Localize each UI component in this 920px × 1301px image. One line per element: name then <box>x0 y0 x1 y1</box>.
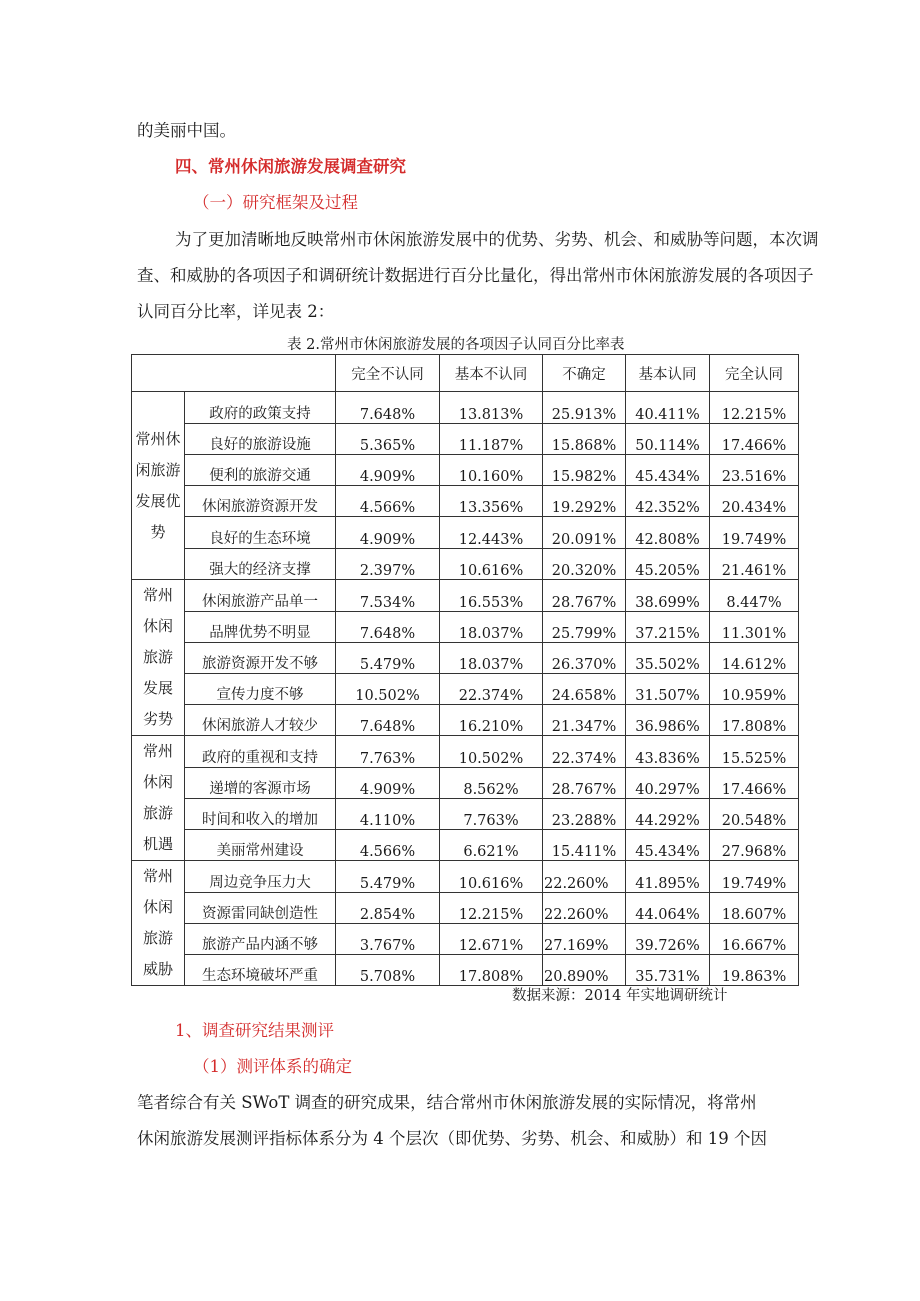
value-cell: 7.534% <box>336 580 440 612</box>
table-header-row <box>132 355 799 392</box>
value-cell: 22.260% <box>543 861 626 893</box>
value-cell: 27.968% <box>710 830 799 861</box>
value-cell: 20.890% <box>543 955 626 986</box>
group-label-line: 常州 <box>142 867 173 885</box>
table-row <box>132 455 799 486</box>
value-cell: 22.374% <box>440 674 543 705</box>
value-cell: 27.169% <box>543 924 626 955</box>
value-cell: 4.566% <box>336 830 440 861</box>
value-cell: 4.909% <box>336 768 440 799</box>
source-note: 数据来源：2014 年实地调研统计 <box>512 988 728 1004</box>
value-cell: 10.616% <box>440 549 543 580</box>
value-cell: 42.808% <box>626 517 710 549</box>
paragraph-line: 休闲旅游发展测评指标体系分为 4 个层次（即优势、劣势、机会、和威胁）和 19 个因 <box>137 1129 767 1148</box>
table-row <box>132 643 799 674</box>
value-cell: 17.466% <box>710 768 799 799</box>
subsection-heading: （一）研究框架及过程 <box>193 193 358 212</box>
group-label <box>132 392 185 580</box>
group-label-line: 机遇 <box>142 835 173 853</box>
group-label <box>132 861 185 986</box>
value-cell: 40.297% <box>626 768 710 799</box>
group-label <box>132 580 185 736</box>
value-cell: 5.708% <box>336 955 440 986</box>
value-cell: 13.813% <box>440 392 543 424</box>
value-cell: 26.370% <box>543 643 626 674</box>
value-cell: 12.215% <box>440 893 543 924</box>
group-label-line: 常州 <box>142 586 173 604</box>
value-cell: 20.434% <box>710 486 799 517</box>
group-label-line: 休闲 <box>142 617 173 635</box>
value-cell: 4.110% <box>336 799 440 830</box>
factor-cell: 美丽常州建设 <box>185 830 336 861</box>
value-cell: 19.749% <box>710 861 799 893</box>
table-row <box>132 424 799 455</box>
factor-cell: 宣传力度不够 <box>185 674 336 705</box>
value-cell: 19.863% <box>710 955 799 986</box>
value-cell: 22.260% <box>543 893 626 924</box>
value-cell: 4.909% <box>336 517 440 549</box>
column-header: 不确定 <box>543 355 626 392</box>
value-cell: 7.763% <box>440 799 543 830</box>
value-cell: 15.982% <box>543 455 626 486</box>
group-label-line: 休闲 <box>142 898 173 916</box>
factor-cell: 生态环境破坏严重 <box>185 955 336 986</box>
value-cell: 18.037% <box>440 612 543 643</box>
intro-tail: 的美丽中国。 <box>137 121 236 140</box>
factor-cell: 强大的经济支撑 <box>185 549 336 580</box>
value-cell: 2.397% <box>336 549 440 580</box>
value-cell: 4.566% <box>336 486 440 517</box>
column-header: 完全认同 <box>710 355 799 392</box>
table-row <box>132 705 799 736</box>
value-cell: 24.658% <box>543 674 626 705</box>
value-cell: 5.479% <box>336 861 440 893</box>
value-cell: 20.548% <box>710 799 799 830</box>
value-cell: 35.502% <box>626 643 710 674</box>
value-cell: 13.356% <box>440 486 543 517</box>
factor-cell: 休闲旅游产品单一 <box>185 580 336 612</box>
value-cell: 10.959% <box>710 674 799 705</box>
value-cell: 38.699% <box>626 580 710 612</box>
factor-cell: 休闲旅游人才较少 <box>185 705 336 736</box>
value-cell: 10.502% <box>440 736 543 768</box>
factor-cell: 便利的旅游交通 <box>185 455 336 486</box>
paragraph-line: 认同百分比率，详见表 2： <box>137 302 335 321</box>
group-label-line: 发展 <box>142 679 173 697</box>
column-header: 完全不认同 <box>336 355 440 392</box>
value-cell: 10.502% <box>336 674 440 705</box>
table-row <box>132 392 799 424</box>
value-cell: 45.434% <box>626 830 710 861</box>
value-cell: 25.799% <box>543 612 626 643</box>
value-cell: 28.767% <box>543 768 626 799</box>
value-cell: 42.352% <box>626 486 710 517</box>
value-cell: 16.210% <box>440 705 543 736</box>
value-cell: 37.215% <box>626 612 710 643</box>
group-label-line: 发展优 <box>135 491 181 510</box>
value-cell: 40.411% <box>626 392 710 424</box>
value-cell: 12.671% <box>440 924 543 955</box>
value-cell: 50.114% <box>626 424 710 455</box>
table-row <box>132 580 799 612</box>
value-cell: 8.562% <box>440 768 543 799</box>
factor-cell: 良好的生态环境 <box>185 517 336 549</box>
column-header: 基本不认同 <box>440 355 543 392</box>
value-cell: 45.434% <box>626 455 710 486</box>
table-caption: 表 2.常州市休闲旅游发展的各项因子认同百分比率表 <box>287 337 625 353</box>
value-cell: 2.854% <box>336 893 440 924</box>
value-cell: 23.288% <box>543 799 626 830</box>
value-cell: 10.160% <box>440 455 543 486</box>
value-cell: 39.726% <box>626 924 710 955</box>
group-label-line: 势 <box>150 522 166 541</box>
group-label-line: 威胁 <box>142 960 173 978</box>
paragraph-line: 笔者综合有关 SWoT 调查的研究成果，结合常州市休闲旅游发展的实际情况，将常州 <box>137 1093 757 1112</box>
group-label-line: 旅游 <box>142 929 173 947</box>
value-cell: 35.731% <box>626 955 710 986</box>
value-cell: 12.443% <box>440 517 543 549</box>
value-cell: 16.667% <box>710 924 799 955</box>
value-cell: 20.091% <box>543 517 626 549</box>
value-cell: 5.479% <box>336 643 440 674</box>
factor-cell: 旅游产品内涵不够 <box>185 924 336 955</box>
group-label-line: 旅游 <box>142 648 173 666</box>
factor-cell: 良好的旅游设施 <box>185 424 336 455</box>
value-cell: 19.749% <box>710 517 799 549</box>
table-row <box>132 893 799 924</box>
table-row <box>132 924 799 955</box>
value-cell: 18.607% <box>710 893 799 924</box>
group-label-line: 旅游 <box>142 804 173 822</box>
value-cell: 36.986% <box>626 705 710 736</box>
value-cell: 8.447% <box>710 580 799 612</box>
value-cell: 16.553% <box>440 580 543 612</box>
value-cell: 23.516% <box>710 455 799 486</box>
group-label <box>132 736 185 861</box>
table-row <box>132 861 799 893</box>
factor-cell: 旅游资源开发不够 <box>185 643 336 674</box>
value-cell: 20.320% <box>543 549 626 580</box>
factor-cell: 资源雷同缺创造性 <box>185 893 336 924</box>
value-cell: 7.763% <box>336 736 440 768</box>
value-cell: 5.365% <box>336 424 440 455</box>
value-cell: 31.507% <box>626 674 710 705</box>
value-cell: 7.648% <box>336 705 440 736</box>
factor-cell: 政府的政策支持 <box>185 392 336 424</box>
factor-cell: 政府的重视和支持 <box>185 736 336 768</box>
group-label-line: 常州 <box>142 742 173 760</box>
heading-system: （1）测评体系的确定 <box>193 1057 352 1076</box>
paragraph-line: 查、和威胁的各项因子和调研统计数据进行百分比量化，得出常州市休闲旅游发展的各项因子 <box>137 266 814 285</box>
paragraph-line: 为了更加清晰地反映常州市休闲旅游发展中的优势、劣势、机会、和威胁等问题，本次调 <box>175 230 819 249</box>
factor-cell: 时间和收入的增加 <box>185 799 336 830</box>
header-blank-cell <box>132 355 336 392</box>
section-heading: 四、常州休闲旅游发展调查研究 <box>175 157 406 176</box>
table-row <box>132 799 799 830</box>
value-cell: 25.913% <box>543 392 626 424</box>
table-row <box>132 768 799 799</box>
value-cell: 17.808% <box>440 955 543 986</box>
heading-results: 1、调查研究结果测评 <box>175 1021 334 1040</box>
value-cell: 17.466% <box>710 424 799 455</box>
factor-cell: 休闲旅游资源开发 <box>185 486 336 517</box>
value-cell: 11.301% <box>710 612 799 643</box>
group-label-line: 常州休 <box>135 429 181 448</box>
value-cell: 21.461% <box>710 549 799 580</box>
value-cell: 15.868% <box>543 424 626 455</box>
value-cell: 43.836% <box>626 736 710 768</box>
value-cell: 7.648% <box>336 612 440 643</box>
factor-cell: 递增的客源市场 <box>185 768 336 799</box>
table-row <box>132 736 799 768</box>
value-cell: 44.292% <box>626 799 710 830</box>
factor-table <box>131 354 799 986</box>
value-cell: 18.037% <box>440 643 543 674</box>
table-row <box>132 612 799 643</box>
table-row <box>132 549 799 580</box>
value-cell: 41.895% <box>626 861 710 893</box>
column-header: 基本认同 <box>626 355 710 392</box>
table-row <box>132 517 799 549</box>
value-cell: 12.215% <box>710 392 799 424</box>
group-label-line: 闲旅游 <box>135 460 181 479</box>
value-cell: 21.347% <box>543 705 626 736</box>
value-cell: 15.525% <box>710 736 799 768</box>
group-label-line: 休闲 <box>142 773 173 791</box>
value-cell: 28.767% <box>543 580 626 612</box>
value-cell: 6.621% <box>440 830 543 861</box>
factor-cell: 周边竞争压力大 <box>185 861 336 893</box>
table-row <box>132 955 799 986</box>
table-row <box>132 830 799 861</box>
group-label-line: 劣势 <box>142 710 173 728</box>
value-cell: 3.767% <box>336 924 440 955</box>
factor-cell: 品牌优势不明显 <box>185 612 336 643</box>
value-cell: 19.292% <box>543 486 626 517</box>
value-cell: 22.374% <box>543 736 626 768</box>
table-row <box>132 674 799 705</box>
value-cell: 14.612% <box>710 643 799 674</box>
table-row <box>132 486 799 517</box>
value-cell: 11.187% <box>440 424 543 455</box>
value-cell: 7.648% <box>336 392 440 424</box>
value-cell: 44.064% <box>626 893 710 924</box>
value-cell: 10.616% <box>440 861 543 893</box>
value-cell: 45.205% <box>626 549 710 580</box>
value-cell: 15.411% <box>543 830 626 861</box>
value-cell: 17.808% <box>710 705 799 736</box>
value-cell: 4.909% <box>336 455 440 486</box>
